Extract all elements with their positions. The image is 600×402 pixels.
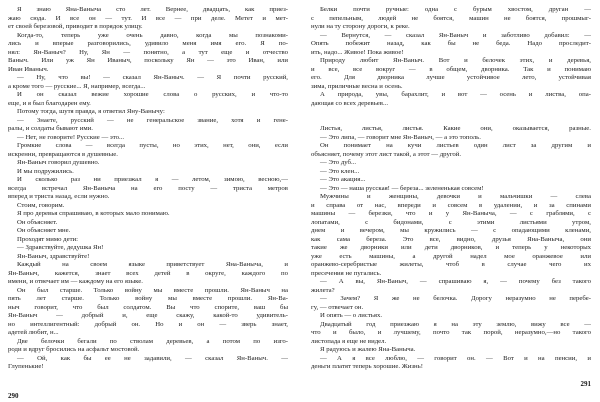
text-line: — Вернутся, — сказал Ян-Ваныч и заботливо добавил: — [320, 31, 591, 39]
text-line: днем и вечером, мы кружились — с опадающими кленами, [311, 227, 591, 234]
text-line: вперед и триста назад, если нужно. [8, 193, 110, 200]
text-line: такие же дворники или дети дворников, и теперь у некоторых [311, 244, 591, 251]
text-line: лись и вперые разговорились, удивило меня имя его. Я по- [8, 40, 288, 47]
text-line: искренни, превращаются в душевные. [8, 150, 118, 158]
text-line: Потому тогда, шутя правда, я ответил Яну-Ванычу: [17, 108, 165, 115]
text-line: Стоим, говорим. [17, 201, 65, 209]
text-line: уже есть машины, а другой надел мое оранжевое или [311, 252, 591, 260]
text-line: — Это клен... [320, 167, 360, 175]
text-line: с пепельным, людей не боятся, машин не боятся, прошмыг- [311, 14, 591, 22]
text-line: Мужчины и женщины, девочки и мальчишки — слева [320, 193, 591, 200]
text-line: Опять побежит назад, как бы не беда. Надо проследит- [311, 40, 591, 47]
left-page-body [8, 6, 288, 372]
text-line: Когда-то, теперь уже очень давно, когда мы познакоми- [17, 31, 288, 39]
right-page [311, 6, 591, 398]
text-line: Ян-Ваныч, кажется, знает всех детей в округе, каждого по [8, 269, 288, 277]
text-line: Природу любит Ян-Ваныч. Вот и белочек этих, и деревья, [320, 57, 591, 64]
text-line: и справа от нас, впереди и совсем в удалении, и за спинами [311, 201, 591, 209]
text-line: Ян-Ваныч говорил душевно. [17, 159, 100, 166]
text-line: лопатами, с бидонами, с этими листьями утром, [311, 218, 591, 226]
text-line: ет своей березовой, приводит в порядок улицу. [8, 23, 143, 30]
text-line: адетей любит, н... [8, 329, 59, 336]
text-line: жаю сюда. И все он — тут. И все — при деле. Метет и мет- [8, 14, 288, 22]
text-line: дающая со всех деревьев... [311, 99, 389, 107]
text-line: Ян-Ваныч — добрый и, еще скажу, какой-то удивитель- [8, 312, 288, 319]
text-line: всегда встречал Ян-Ваныча на его посту — триста метров [8, 184, 288, 192]
text-line: Двадцатый год приезжаю я на эту землю, вижу все — [320, 320, 591, 328]
text-line: Я радуюсь и жалею Яна-Ваныча. [320, 346, 416, 353]
text-line: Листья, листья, листья. Какие они, оказывается, разные. [320, 125, 591, 132]
section-gap [311, 108, 591, 125]
text-line: гу, — отвечает он. [311, 303, 364, 311]
text-line: — Здравствуйте, дедушка Ян! [17, 244, 104, 251]
text-line: И опять — о листьях. [320, 312, 383, 319]
text-line: объясняет, почему этот лист такой, а этот — другой. [311, 150, 462, 158]
text-line: Ваныч. Или уж Ян Иваныч, поскольку Ян — это Иван, или [8, 57, 288, 64]
text-line: пять лет старше. Только войну мы вместе прошли. Ян-Ва- [8, 295, 288, 302]
text-line: оранжево-серебристые жилеты, чтоб в случае чего их [311, 261, 591, 268]
text-line: его. Для дворника лучше устойчивое лето, устойчивая [311, 74, 591, 81]
text-line: роди и вдруг бросились на асфальт мостовой. [8, 346, 140, 353]
text-line: Он объясняет мне. [17, 227, 71, 234]
text-line: еще, и я был благодарен ему. [8, 99, 91, 107]
text-line: — А вы, Ян-Ваныч, — спрашиваю я, — почему без такого [320, 278, 591, 285]
text-line: что и было, и лучшему, почто так порой, неразумно,—но такого [311, 329, 591, 336]
text-line: — А я все люблю, — говорит он. — Вот и на пенсии, и [320, 354, 591, 362]
text-line: — Это дуб... [320, 159, 357, 166]
text-line: нял: Ян-Ваныч? Ну, Ян — понятно, а тут еще и отчество [8, 48, 288, 56]
text-line: Громкие слова — всегда пусты, но этих, нет, они, если [17, 142, 288, 149]
text-line: — Нет, не говорите! Русские — это... [17, 133, 125, 141]
text-line: — Это акация... [320, 176, 366, 183]
text-line: Я про деревья спрашиваю, в которых мало понимаю. [17, 210, 170, 217]
text-line: листопада я еще не видел. [311, 337, 387, 345]
text-line: — Ну, что вы! — сказал Ян-Ваныч. — Я почти русский, [17, 74, 288, 81]
text-line: — Ой, как бы ее не задавили, — сказал Ян-Ваныч. — [17, 354, 288, 362]
text-line: пресечения не пугались. [311, 269, 382, 277]
text-line: А природа, увы, барахлит, и вот — осень и листва, опа- [320, 91, 591, 98]
text-line: Каждый на своем языке приветствует Яна-Ваныча, и [17, 261, 288, 268]
text-line: Белки почти ручные: одна с бурым хвостом, друган — [320, 6, 591, 13]
text-line: — Это липа, — говорит мне Ян-Ваныч, — а это тополь. [320, 133, 481, 141]
text-line: Он объясняет. [17, 218, 58, 226]
text-line: Проходят мимо дети: [17, 235, 79, 243]
text-line: Иван Иваныч. [8, 65, 49, 73]
text-line: Он был старше. Только войну мы вместе прошли. Ян-Ваныч на [17, 286, 288, 294]
text-line: И сколько раз ни приезжал я — летом, зимою, весною,— [17, 176, 288, 183]
left-page [8, 6, 288, 398]
text-line: И мы подружились. [17, 167, 74, 175]
text-line: Две белочки бегали по стволам деревьев, а потом по изго- [17, 337, 288, 345]
text-line: машины — березки, что и у Ян-Ваныча, — с граблями, с [311, 210, 591, 217]
text-line: Он понимает на кучи листьев один лист за другим и [320, 142, 591, 149]
text-line: ить, надо... Живое! Пока живое! [311, 48, 404, 56]
right-page-body [311, 6, 591, 372]
text-line: — Зачем? Я же не белочка. Дорогу неразумно не перебе- [320, 295, 591, 302]
page-number-right: 291 [580, 380, 591, 388]
text-line: ралы, и солдаты бывают ими. [8, 125, 93, 132]
text-line: ныч говорит, что был солдатом. Вы что спорите, ваш бы [8, 303, 288, 311]
text-line: Ян-Ваныч, здравствуйте! [17, 252, 90, 260]
text-line: и все, все вокруг — в общем, дворника. Так и понимаю [311, 65, 591, 73]
text-line: Я знаю Яна-Ваныча сто лет. Вернее, двадцать, как приез- [17, 6, 288, 13]
text-line: — Знаете, русский — не генеральское звание, хотя и гене- [17, 116, 288, 124]
text-line: деньги платят теперь хорошие. Жизнь! [311, 363, 423, 370]
text-line: а кроме того — русские... Я, например, всегда... [8, 82, 146, 90]
text-line: нули на ту сторону дороги, к реке. [311, 23, 410, 30]
text-line: зима, приличные весна и осень. [311, 82, 403, 90]
text-line: как сама береза. Это все, видно, друзья Яна-Ваныча, они [311, 235, 591, 243]
text-line: имени, и отвечает им — каждому на его языке. [8, 278, 143, 285]
text-line: жилета? [311, 286, 335, 294]
text-line: — Это — наша русская! — береза... зелененькая совсем! [320, 184, 484, 192]
text-line: но интеллигентный: добрый он. Но и он — зверь знает, [8, 320, 288, 328]
page-number-left: 290 [8, 392, 19, 400]
text-line: Глупенькие! [8, 363, 44, 370]
text-line: И он сказал вежие хорошие слова о русских, и что-то [17, 91, 288, 98]
